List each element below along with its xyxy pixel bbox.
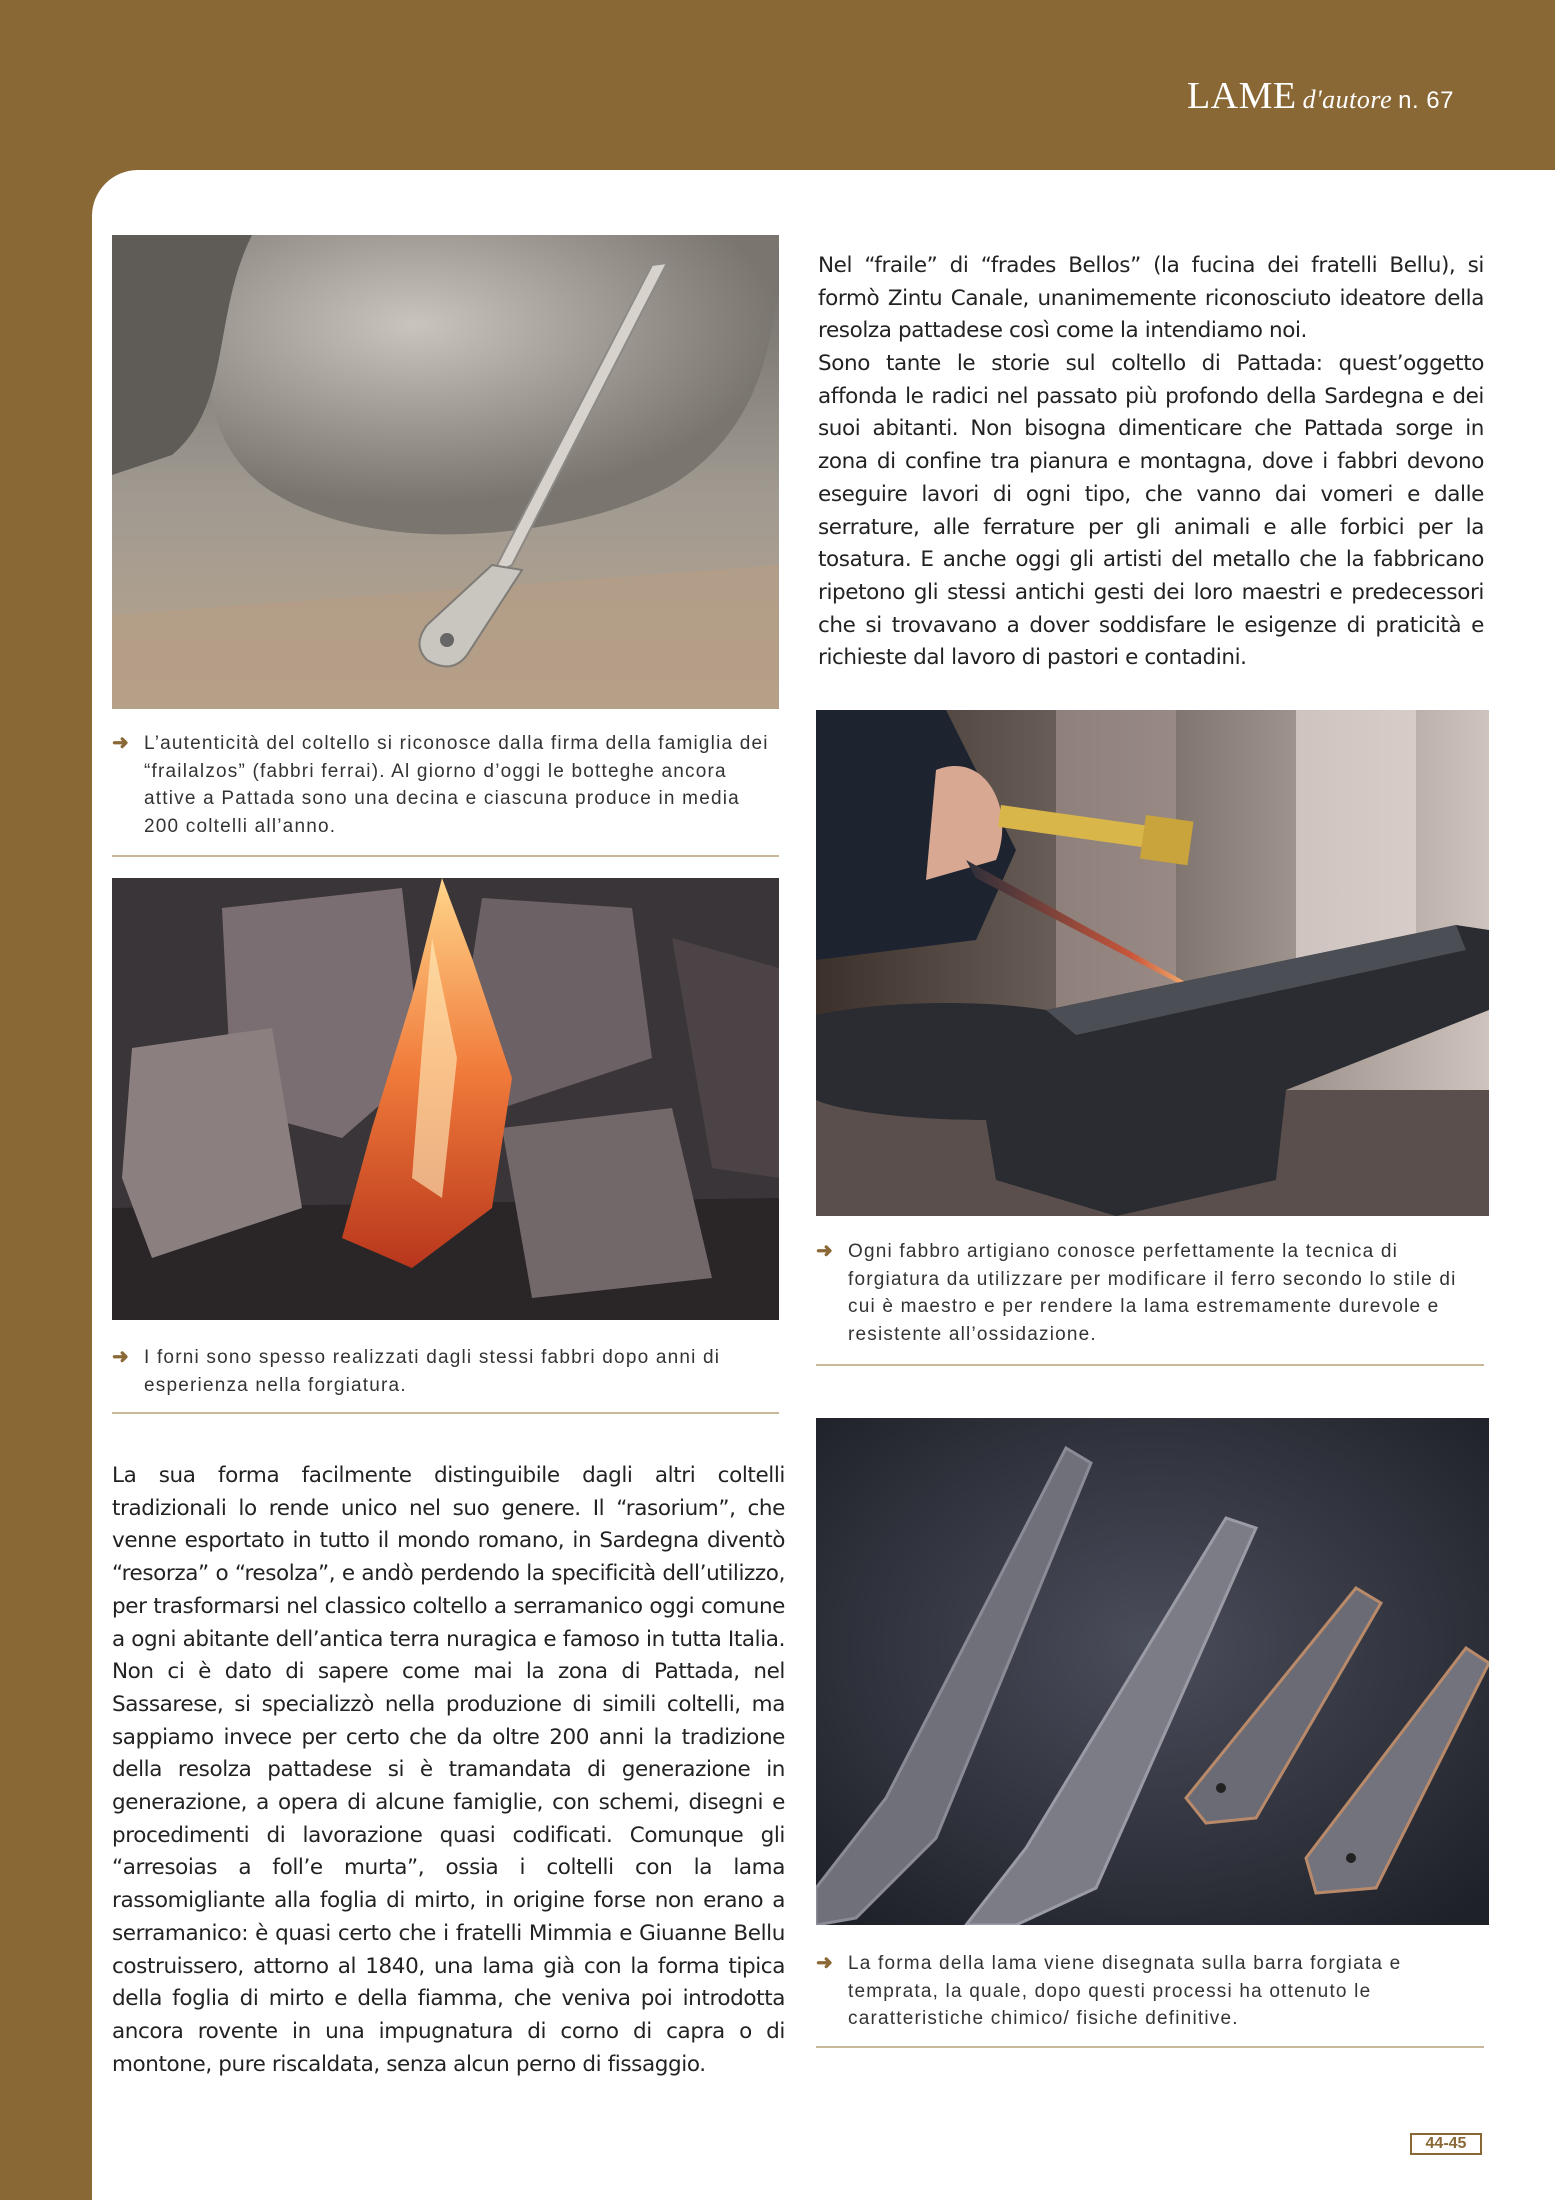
forge-fire-photo xyxy=(112,878,779,1320)
caption-text: L’autenticità del coltello si riconosce dalla firma della famiglia dei “frailalzos” (fabbri ferrai). Al giorno d’oggi le botteghe ancora attive a Pattada sono una decina e ciascuna produce in media 200 coltelli all’anno. xyxy=(144,733,769,837)
page-number: 44-45 xyxy=(1410,2133,1482,2155)
caption-rule xyxy=(112,1412,779,1414)
caption-text: La forma della lama viene disegnata sulla barra forgiata e temprata, la quale, dopo questi processi ha ottenuto le caratteristiche chimico/ fisiche definitive. xyxy=(848,1953,1402,2029)
magazine-title xyxy=(1187,74,1454,118)
title-sub: d'autore xyxy=(1302,85,1393,114)
caption-rule xyxy=(112,855,779,857)
caption-blade-shape xyxy=(816,1950,1489,2033)
caption-forges xyxy=(112,1344,779,1399)
caption-rule xyxy=(816,1364,1484,1366)
body-paragraph-2: Sono tante le storie sul coltello di Pattada: quest’oggetto affonda le radici nel passato più profondo della Sardegna e dei suoi abitanti. Non bisogna dimenticare che Pattada sorge in zona di confine tra pianura e montagna, dove i fabbri devono eseguire lavori di ogni tipo, che vanno dai vomeri e dalle serrature, alle ferrature per gli animali e alle forbici per la tosatura. E anche oggi gli artisti del metallo che la fabbricano ripetono gli stessi antichi gesti dei loro maestri e predecessori che si trovavano a dover soddisfare le esigenze di praticità e richieste dal lavoro di pastori e contadini. xyxy=(818,351,1484,671)
caption-text: I forni sono spesso realizzati dagli stessi fabbri dopo anni di esperienza nella forgiatura. xyxy=(144,1347,721,1396)
caption-knife-signature xyxy=(112,730,779,840)
knife-blank-photo xyxy=(112,235,779,709)
blade-shapes-photo xyxy=(816,1418,1489,1925)
caption-arrow-icon: ➜ xyxy=(816,1952,834,1974)
issue-number: n. 67 xyxy=(1398,87,1454,114)
header-band xyxy=(0,0,1510,170)
body-paragraph-1: Nel “fraile” di “frades Bellos” (la fucina dei fratelli Bellu), si formò Zintu Canale, unanimemente riconosciuto ideatore della resolza pattadese così come la intendiamo noi. xyxy=(818,253,1484,344)
title-main: LAME xyxy=(1186,75,1297,117)
caption-arrow-icon: ➜ xyxy=(816,1240,834,1262)
caption-arrow-icon: ➜ xyxy=(112,732,130,754)
anvil-forging-photo xyxy=(816,710,1489,1216)
body-paragraph-3: La sua forma facilmente distinguibile dagli altri coltelli tradizionali lo rende unico nel suo genere. Il “rasorium”, che venne esportato in tutto il mondo romano, in Sardegna diventò “resorza” o “resolza”, e andò perdendo la specificità dell’utilizzo, per trasformarsi nel classico coltello a serramanico oggi comune a ogni abitante dell’antica terra nuragica e famoso in tutta Italia. Non ci è dato di sapere come mai la zona di Pattada, nel Sassarese, si specializzò nella produzione di simili coltelli, ma sappiamo invece per certo che da oltre 200 anni la tradizione della resolza pattadese si è tramandata di generazione in generazione, a opera di alcune famiglie, con schemi, disegni e procedimenti di lavorazione quasi codificati. Comunque gli “arresoias a foll’e murta”, ossia i coltelli con la lama rassomigliante alla foglia di mirto, in origine forse non erano a serramanico: è quasi certo che i fratelli Mimmia e Giuanne Bellu costruissero, attorno al 1840, una lama già con la forma tipica della foglia di mirto e della fiamma, che veniva poi introdotta ancora rovente in una impugnatura di corno di capra o di montone, pure riscaldata, senza alcun perno di fissaggio. xyxy=(112,1463,785,2077)
caption-text: Ogni fabbro artigiano conosce perfettamente la tecnica di forgiatura da utilizzare per modificare il ferro secondo lo stile di cui è maestro e per rendere la lama estremamente durevole e resistente all’ossidazione. xyxy=(848,1241,1457,1345)
caption-forging-technique xyxy=(816,1238,1489,1348)
caption-rule xyxy=(816,2046,1484,2048)
caption-arrow-icon: ➜ xyxy=(112,1346,130,1368)
